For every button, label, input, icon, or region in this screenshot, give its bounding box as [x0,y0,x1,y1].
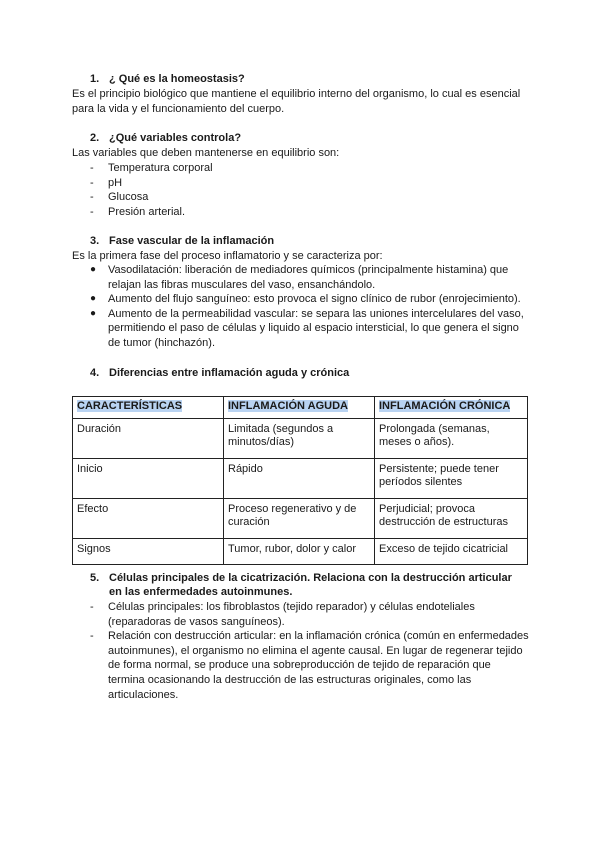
list-item: ● Aumento de la permeabilidad vascular: se separa las uniones intercelulares del vaso, permitiendo el paso de células y liquido al espacio intersticial, lo que genera el signo de tumor (hinchazón). [90,307,524,349]
heading-number: 5. [90,572,100,584]
table-cell: Proceso regenerativo y de curación [224,498,375,538]
list-item: ● Aumento del flujo sanguíneo: esto provoca el signo clínico de rubor (enrojecimiento). [90,293,521,306]
list-item: - Presión arterial. [90,205,186,218]
intro-q3: Es la primera fase del proceso inflamatorio y se caracteriza por: [72,250,383,262]
table-header-cell: INFLAMACIÓN CRÓNICA [375,397,528,419]
list-item: - Temperatura corporal [90,162,213,174]
heading-text: ¿Qué variables controla? [109,132,242,144]
heading-text: ¿ Qué es la homeostasis? [109,73,245,85]
dash-marker: - [90,176,94,189]
list-item: - pH [90,176,123,189]
table-header-cell: CARACTERÍSTICAS [73,397,224,419]
list-item: ● Vasodilatación: liberación de mediadores químicos (principalmente histamina) que relajan las fibras musculares del vaso, ensanchándolo. [90,264,509,291]
heading-number: 2. [90,132,100,144]
answer-q1: Es el principio biológico que mantiene el equilibrio interno del organismo, lo cual es esencial para la vida y el funcionamiento del cuerpo. [72,88,521,115]
table-cell: Persistente; puede tener períodos silentes [375,458,528,498]
bullet-marker: ● [90,293,97,305]
table-row [73,498,528,538]
vascular-phase-list [90,263,530,351]
intro-q2: Las variables que deben mantenerse en equilibrio son: [72,147,340,159]
list-item: - Relación con destrucción articular: en la inflamación crónica (común en enfermedades autoinmunes), el organismo no elimina el agente causal. En lugar de regenerar tejido de forma normal, se produce una sobreproducción de tejido de reparación que termina ocasionando la destrucción de las estructuras originales, como las articulaciones. [90,630,529,701]
table-cell: Exceso de tejido cicatricial [375,538,528,565]
heading-number: 1. [90,73,100,85]
heading-text: Fase vascular de la inflamación [109,235,275,247]
table-cell: Perjudicial; provoca destrucción de estructuras [375,498,528,538]
comparison-table [72,396,528,565]
heading-text: Células principales de la cicatrización. Relaciona con la destrucción articular [109,572,512,584]
table-cell: Efecto [73,498,224,538]
table-cell: Inicio [73,458,224,498]
bullet-marker: ● [90,307,97,319]
table-cell: Prolongada (semanas, meses o años). [375,418,528,458]
dash-marker: - [90,162,94,174]
variables-list [90,161,213,219]
table-row [73,458,528,498]
heading-text: en las enfermedades autoinmunes. [109,586,293,598]
heading-number: 3. [90,235,100,247]
heading-number: 4. [90,367,100,379]
table-cell: Limitada (segundos a minutos/días) [224,418,375,458]
table-cell: Duración [73,418,224,458]
table-header-cell: INFLAMACIÓN AGUDA [224,397,375,419]
dash-marker: - [90,191,94,204]
table-cell: Tumor, rubor, dolor y calor [224,538,375,565]
dash-marker: - [90,205,94,218]
dash-marker: - [90,630,94,643]
list-item: - Glucosa [90,191,149,204]
table-cell: Signos [73,538,224,565]
heading-text: Diferencias entre inflamación aguda y crónica [109,367,350,379]
table-row [73,418,528,458]
list-item: - Células principales: los fibroblastos (tejido reparador) y células endoteliales (reparadoras de vasos sanguíneos). [90,601,475,628]
bullet-marker: ● [90,264,97,275]
table-cell: Rápido [224,458,375,498]
dash-marker: - [90,601,94,613]
healing-cells-list [90,600,530,702]
table-header-row [73,397,528,419]
table-row [73,538,528,565]
